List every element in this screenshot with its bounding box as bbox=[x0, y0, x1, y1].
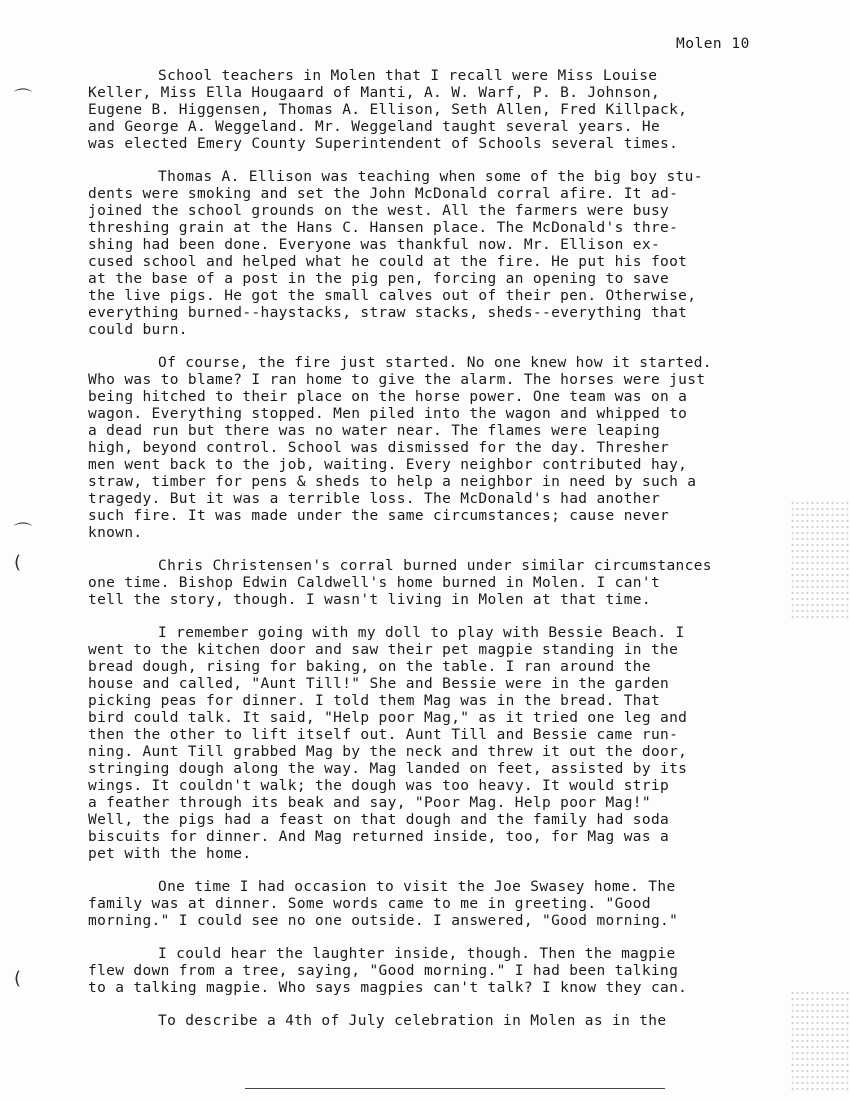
text-line: flew down from a tree, saying, "Good morning." I had been talking bbox=[88, 963, 679, 979]
margin-mark: ⌒ bbox=[14, 88, 32, 109]
text-line: shing had been done. Everyone was thankful now. Mr. Ellison ex- bbox=[88, 237, 661, 253]
margin-mark: ( bbox=[14, 552, 22, 573]
text-line: house and called, "Aunt Till!" She and Bessie were in the garden bbox=[88, 676, 670, 692]
scan-noise bbox=[790, 990, 850, 1090]
text-line: joined the school grounds on the west. All the farmers were busy bbox=[88, 203, 670, 219]
text-line: Well, the pigs had a feast on that dough and the family had soda bbox=[88, 812, 670, 828]
paragraph bbox=[88, 68, 788, 153]
text-line: family was at dinner. Some words came to me in greeting. "Good bbox=[88, 896, 651, 912]
scan-noise bbox=[790, 500, 850, 620]
page-number: Molen 10 bbox=[676, 36, 750, 52]
text-line: One time I had occasion to visit the Joe Swasey home. The bbox=[158, 879, 676, 895]
text-line: tell the story, though. I wasn't living in Molen at that time. bbox=[88, 592, 651, 608]
bottom-rule bbox=[245, 1088, 665, 1089]
text-line: I could hear the laughter inside, though. Then the magpie bbox=[158, 946, 676, 962]
text-line: pet with the home. bbox=[88, 846, 252, 862]
text-line: men went back to the job, waiting. Every neighbor contributed hay, bbox=[88, 457, 688, 473]
paragraph bbox=[88, 355, 788, 542]
text-line: Thomas A. Ellison was teaching when some of the big boy stu- bbox=[158, 169, 703, 185]
text-line: one time. Bishop Edwin Caldwell's home burned in Molen. I can't bbox=[88, 575, 661, 591]
text-line: known. bbox=[88, 525, 143, 541]
text-line: Of course, the fire just started. No one knew how it started. bbox=[158, 355, 712, 371]
text-line: could burn. bbox=[88, 322, 188, 338]
text-line: such fire. It was made under the same circumstances; cause never bbox=[88, 508, 670, 524]
text-line: wings. It couldn't walk; the dough was too heavy. It would strip bbox=[88, 778, 670, 794]
text-line: ning. Aunt Till grabbed Mag by the neck and threw it out the door, bbox=[88, 744, 688, 760]
text-line: went to the kitchen door and saw their pet magpie standing in the bbox=[88, 642, 679, 658]
text-line: a feather through its beak and say, "Poor Mag. Help poor Mag!" bbox=[88, 795, 651, 811]
text-line: and George A. Weggeland. Mr. Weggeland taught several years. He bbox=[88, 119, 661, 135]
text-line: bird could talk. It said, "Help poor Mag," as it tried one leg and bbox=[88, 710, 688, 726]
text-line: dents were smoking and set the John McDonald corral afire. It ad- bbox=[88, 186, 679, 202]
text-line: bread dough, rising for baking, on the table. I ran around the bbox=[88, 659, 651, 675]
text-line: the live pigs. He got the small calves out of their pen. Otherwise, bbox=[88, 288, 697, 304]
text-line: School teachers in Molen that I recall were Miss Louise bbox=[158, 68, 658, 84]
paragraph bbox=[88, 879, 788, 930]
text-line: straw, timber for pens & sheds to help a neighbor in need by such a bbox=[88, 474, 697, 490]
text-line: Keller, Miss Ella Hougaard of Manti, A. W. Warf, P. B. Johnson, bbox=[88, 85, 661, 101]
paragraph bbox=[88, 169, 788, 339]
text-line: Chris Christensen's corral burned under similar circumstances bbox=[158, 558, 712, 574]
text-line: morning." I could see no one outside. I answered, "Good morning." bbox=[88, 913, 679, 929]
text-line: high, beyond control. School was dismissed for the day. Thresher bbox=[88, 440, 670, 456]
text-line: stringing dough along the way. Mag landed on feet, assisted by its bbox=[88, 761, 688, 777]
paragraph bbox=[88, 558, 788, 609]
text-line: Eugene B. Higgensen, Thomas A. Ellison, Seth Allen, Fred Killpack, bbox=[88, 102, 688, 118]
margin-mark: ( bbox=[14, 968, 22, 989]
text-line: picking peas for dinner. I told them Mag was in the bread. That bbox=[88, 693, 661, 709]
text-line: threshing grain at the Hans C. Hansen place. The McDonald's thre- bbox=[88, 220, 679, 236]
text-line: to a talking magpie. Who says magpies can't talk? I know they can. bbox=[88, 980, 688, 996]
text-line: a dead run but there was no water near. The flames were leaping bbox=[88, 423, 661, 439]
text-line: To describe a 4th of July celebration in Molen as in the bbox=[158, 1013, 667, 1029]
text-line: then the other to lift itself out. Aunt Till and Bessie came run- bbox=[88, 727, 679, 743]
margin-mark: ⌒ bbox=[14, 522, 32, 543]
text-line: I remember going with my doll to play with Bessie Beach. I bbox=[158, 625, 685, 641]
text-line: was elected Emery County Superintendent of Schools several times. bbox=[88, 136, 679, 152]
text-line: tragedy. But it was a terrible loss. The McDonald's had another bbox=[88, 491, 661, 507]
text-line: cused school and helped what he could at the fire. He put his foot bbox=[88, 254, 688, 270]
text-line: everything burned--haystacks, straw stacks, sheds--everything that bbox=[88, 305, 688, 321]
paragraph bbox=[88, 1013, 788, 1030]
text-line: wagon. Everything stopped. Men piled into the wagon and whipped to bbox=[88, 406, 688, 422]
text-line: Who was to blame? I ran home to give the alarm. The horses were just bbox=[88, 372, 706, 388]
document-body bbox=[88, 68, 788, 1046]
text-line: biscuits for dinner. And Mag returned inside, too, for Mag was a bbox=[88, 829, 670, 845]
text-line: at the base of a post in the pig pen, forcing an opening to save bbox=[88, 271, 670, 287]
text-line: being hitched to their place on the horse power. One team was on a bbox=[88, 389, 688, 405]
paragraph bbox=[88, 946, 788, 997]
paragraph bbox=[88, 625, 788, 863]
